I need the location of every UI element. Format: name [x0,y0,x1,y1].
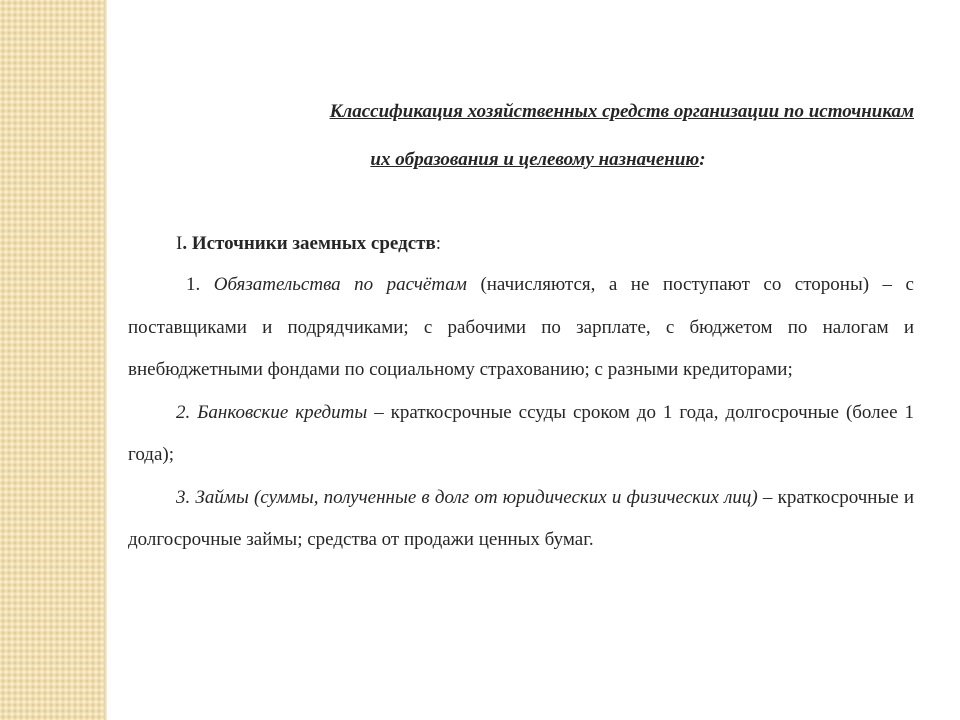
list-item-loans [128,477,914,562]
item-description: – краткосрочные и долгосрочные займы; средства от продажи ценных бумаг. [128,486,915,550]
item-term: 3. Займы (суммы, полученные в долг от юридических и физических лиц) [176,486,758,508]
item-description: – краткосрочные ссуды сроком до 1 года, долгосрочные (более 1 года); [128,401,914,465]
list-item-bank-credits [128,392,914,477]
section-heading-colon: : [435,233,442,254]
section-numeral: I [176,233,183,254]
slide-content [128,88,914,562]
title-line-1: Классификация хозяйственных средств организации по источникам [329,101,914,122]
title-line-2-colon: : [699,149,706,170]
section-heading-text: . Источники заемных средств [182,233,436,254]
title-line-2-underlined: их образования и целевому назначению [370,149,700,170]
item-term: Обязательства по расчётам [213,274,467,295]
item-number: 1. [186,274,201,295]
title-line-2 [128,136,914,184]
section-heading [128,224,914,264]
item-term: 2. Банковские кредиты [176,401,368,423]
slide-title [128,88,914,184]
list-item-liabilities [128,264,914,392]
decorative-side-strip [0,0,104,720]
item-description: (начисляются, а не поступают со стороны) – с поставщиками и подрядчиками; с рабочими по зарплате, с бюджетом по налогам и внебюджетными фондами по социальному страхованию; с разными кредиторами; [128,274,914,380]
side-strip-edge [104,0,107,720]
